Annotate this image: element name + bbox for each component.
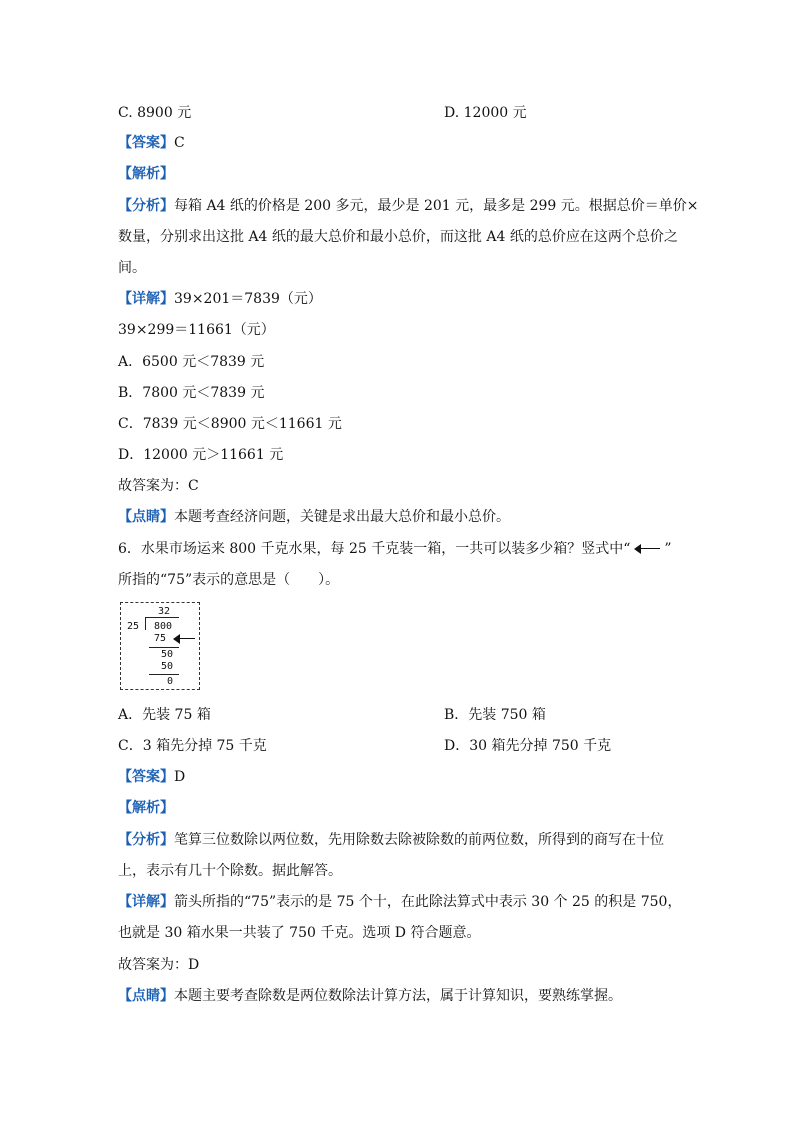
q6-answer — [118, 767, 185, 787]
division-quotient: 32 — [158, 606, 171, 617]
division-rule-1 — [149, 647, 179, 648]
q5-option-c: C. 8900 元 — [118, 105, 192, 121]
fenxi-text: 每箱 A4 纸的价格是 200 多元，最少是 201 元，最多是 299 元。根据总价＝单价× — [174, 198, 699, 214]
q6-fenxi-line-1 — [118, 830, 664, 850]
division-final: 0 — [167, 676, 174, 687]
division-step-1: 75 — [154, 633, 167, 644]
fenxi-tag: 【分析】 — [118, 198, 174, 214]
division-remainder-1: 50 — [161, 649, 174, 660]
q6-xiangjie-line-2: 也就是 30 箱水果一共装了 750 千克。选项 D 符合题意。 — [118, 925, 481, 941]
q5-compare-a: A．6500 元＜7839 元 — [118, 354, 265, 370]
answer-value: C — [174, 135, 185, 151]
division-rule-2 — [149, 674, 179, 675]
q5-analysis-heading — [118, 164, 174, 184]
dianjing-text: 本题主要考查除数是两位数除法计算方法，属于计算知识，要熟练掌握。 — [174, 988, 622, 1004]
q6-stem-text-b: ” — [664, 541, 672, 557]
long-division-diagram — [120, 602, 200, 690]
answer-value: D — [174, 769, 186, 785]
xiangjie-text: 39×201＝7839（元） — [174, 291, 322, 307]
xiangjie-tag: 【详解】 — [118, 894, 174, 910]
q6-option-c: C．3 箱先分掉 75 千克 — [118, 738, 267, 754]
q6-stem-line-1 — [118, 539, 672, 559]
q6-option-a: A．先装 75 箱 — [118, 707, 211, 723]
q6-dianjing — [118, 986, 622, 1006]
dianjing-text: 本题考查经济问题，关键是求出最大总价和最小总价。 — [174, 509, 510, 525]
division-bracket-side — [145, 617, 146, 630]
dianjing-tag: 【点睛】 — [118, 988, 174, 1004]
q6-option-d: D．30 箱先分掉 750 千克 — [444, 738, 612, 754]
division-divisor: 25 — [127, 621, 140, 632]
q5-xiangjie-line-2: 39×299＝11661（元） — [118, 322, 275, 338]
fenxi-tag: 【分析】 — [118, 832, 174, 848]
division-dividend: 800 — [154, 621, 173, 632]
q5-compare-b: B．7800 元＜7839 元 — [118, 385, 265, 401]
q5-answer — [118, 133, 185, 153]
division-step-2: 50 — [161, 661, 174, 672]
division-left-arrow-icon — [173, 634, 195, 644]
q5-fenxi-line-2: 数量，分别求出这批 A4 纸的最大总价和最小总价，而这批 A4 纸的总价应在这两个总价之 — [118, 229, 678, 245]
q6-stem-line-2: 所指的“75”表示的意思是（ ）。 — [118, 572, 340, 588]
q5-xiangjie-line-1 — [118, 289, 322, 309]
q5-fenxi-line-3: 间。 — [118, 260, 146, 276]
answer-tag: 【答案】 — [118, 135, 174, 151]
analysis-tag: 【解析】 — [118, 166, 174, 182]
q6-xiangjie-line-1 — [118, 892, 681, 912]
division-bracket-top — [145, 617, 179, 618]
q5-fenxi-line-1 — [118, 196, 699, 216]
q5-compare-d: D．12000 元＞11661 元 — [118, 447, 284, 463]
q5-compare-c: C．7839 元＜8900 元＜11661 元 — [118, 416, 342, 432]
xiangjie-text: 箭头所指的“75”表示的是 75 个十，在此除法算式中表示 30 个 25 的积是 750， — [174, 894, 682, 910]
q6-conclusion: 故答案为：D — [118, 957, 200, 973]
answer-tag: 【答案】 — [118, 769, 174, 785]
q5-option-d: D. 12000 元 — [444, 105, 527, 121]
q6-fenxi-line-2: 上，表示有几十个除数。据此解答。 — [118, 863, 342, 879]
q5-dianjing — [118, 507, 510, 527]
left-arrow-icon — [634, 544, 660, 554]
fenxi-text: 笔算三位数除以两位数，先用除数去除被除数的前两位数，所得到的商写在十位 — [174, 832, 664, 848]
q6-stem-text-a: 6．水果市场运来 800 千克水果，每 25 千克装一箱，一共可以装多少箱？竖式中“ — [118, 541, 631, 557]
dianjing-tag: 【点睛】 — [118, 509, 174, 525]
q5-conclusion: 故答案为：C — [118, 478, 199, 494]
q6-option-b: B．先装 750 箱 — [444, 707, 546, 723]
xiangjie-tag: 【详解】 — [118, 291, 174, 307]
q6-analysis-heading — [118, 798, 174, 818]
analysis-tag: 【解析】 — [118, 800, 174, 816]
